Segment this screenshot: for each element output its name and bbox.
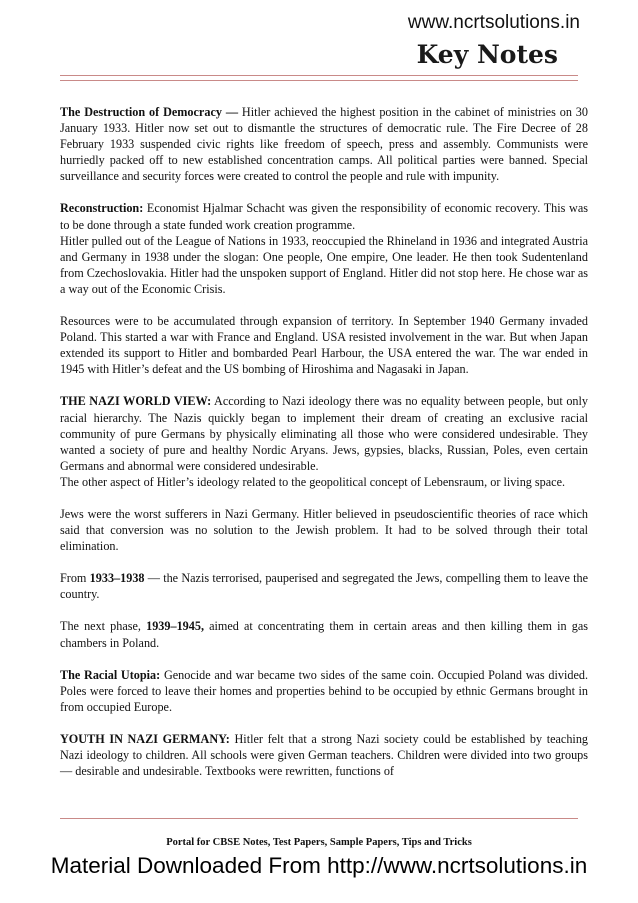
site-url: www.ncrtsolutions.in bbox=[407, 12, 580, 33]
heading-destruction: The Destruction of Democracy — bbox=[60, 105, 239, 119]
bold-phase1-years: 1933–1938 bbox=[89, 571, 145, 586]
text-resources: Resources were to be accumulated through expansion of territory. In September 1940 Germany invaded Poland. This started a war with France and England. USA resisted involvement in the war. But when Japan extended its support to Hitler and bombarded Pearl Harbour, the USA entered the war. The war ended in 1945 with Hitler’s defeat and the US bombing of Hiroshima and Nagasaki in Japan. bbox=[60, 314, 588, 377]
text-world-view: According to Nazi ideology there was no equality between people, but only racial hierarchy. The Nazis quickly began to implement their dream of creating an exclusive racial community of pure Germans by physically eliminating all those who were considered undesirable. They wanted a society of pure and healthy Nordic Aryans. Jews, gypsies, blacks, Russian, Poles, even certain Germans and abnormal were considered undesirable. bbox=[60, 394, 588, 473]
text-league-of-nations: Hitler pulled out of the League of Nations in 1933, reoccupied the Rhineland in 1936 and integrated Austria and Germany in 1938 under the slogan: One people, One empire, One leader. He then took Sudentenland from Czechoslovakia. Hitler had the unspoken support of England. Hitler did not stop here. He chose war as a way out of the Economic Crisis. bbox=[60, 233, 588, 296]
text-reconstruction: Economist Hjalmar Schacht was given the responsibility of economic recovery. This was to be done through a state funded work creation programme. bbox=[60, 201, 588, 232]
paragraph-racial-utopia bbox=[60, 667, 588, 715]
header-divider bbox=[60, 75, 578, 81]
paragraph-jews bbox=[60, 506, 588, 554]
text-phase2-pre: The next phase, bbox=[60, 619, 147, 634]
heading-racial-utopia: The Racial Utopia: bbox=[60, 667, 161, 682]
footer-portal-text: Portal for CBSE Notes, Test Papers, Sample Papers, Tips and Tricks bbox=[166, 837, 472, 848]
footer-divider bbox=[60, 818, 578, 819]
paragraph-phase-1933 bbox=[60, 570, 588, 602]
paragraph-youth bbox=[60, 731, 588, 779]
text-phase1-pre: From bbox=[60, 571, 90, 586]
text-racial-utopia: Genocide and war became two sides of the same coin. Occupied Poland was divided. Poles were forced to leave their homes and properties behind to be occupied by ethnic Germans brought in from occupied Europe. bbox=[60, 667, 589, 714]
paragraph-world-view bbox=[60, 393, 588, 490]
paragraph-reconstruction bbox=[60, 200, 588, 297]
text-youth: Hitler felt that a strong Nazi society could be established by teaching Nazi ideology to children. All schools were given German teachers. Children were divided into two groups — desirable and undesirable. Textbooks were rewritten, functions of bbox=[60, 731, 589, 779]
footer-download-link[interactable]: Material Downloaded From http://www.ncrtsolutions.in bbox=[50, 853, 588, 878]
text-lebensraum: The other aspect of Hitler’s ideology related to the geopolitical concept of Lebensraum, or living space. bbox=[60, 474, 566, 489]
heading-youth: YOUTH IN NAZI GERMANY: bbox=[60, 731, 230, 746]
text-phase1: — the Nazis terrorised, pauperised and segregated the Jews, compelling them to leave the country. bbox=[60, 571, 588, 602]
paragraph-destruction bbox=[60, 104, 588, 184]
page-title: Key Notes bbox=[416, 40, 558, 69]
text-jews: Jews were the worst sufferers in Nazi Germany. Hitler believed in pseudoscientific theories of race which said that conversion was no solution to the Jewish problem. It had to be solved through their total elimination. bbox=[60, 506, 588, 554]
text-destruction: Hitler achieved the highest position in the cabinet of ministries on 30 January 1933. Hitler now set out to dismantle the structures of democratic rule. The Fire Decree of 28 February 1933 suspended civic rights like freedom of speech, press and assembly. Communists were hurriedly packed off to new established concentration camps. All political parties were banned. Special surveillance and security forces were created to control the people and rule with impunity. bbox=[60, 105, 588, 184]
heading-world-view: THE NAZI WORLD VIEW: bbox=[60, 394, 212, 409]
paragraph-resources bbox=[60, 313, 588, 377]
bold-phase2-years: 1939–1945, bbox=[146, 619, 204, 634]
notes-body bbox=[60, 104, 588, 779]
heading-reconstruction: Reconstruction: bbox=[60, 201, 144, 216]
paragraph-phase-1939 bbox=[60, 618, 588, 650]
text-phase2: aimed at concentrating them in certain areas and then killing them in gas chambers in Poland. bbox=[60, 619, 588, 650]
